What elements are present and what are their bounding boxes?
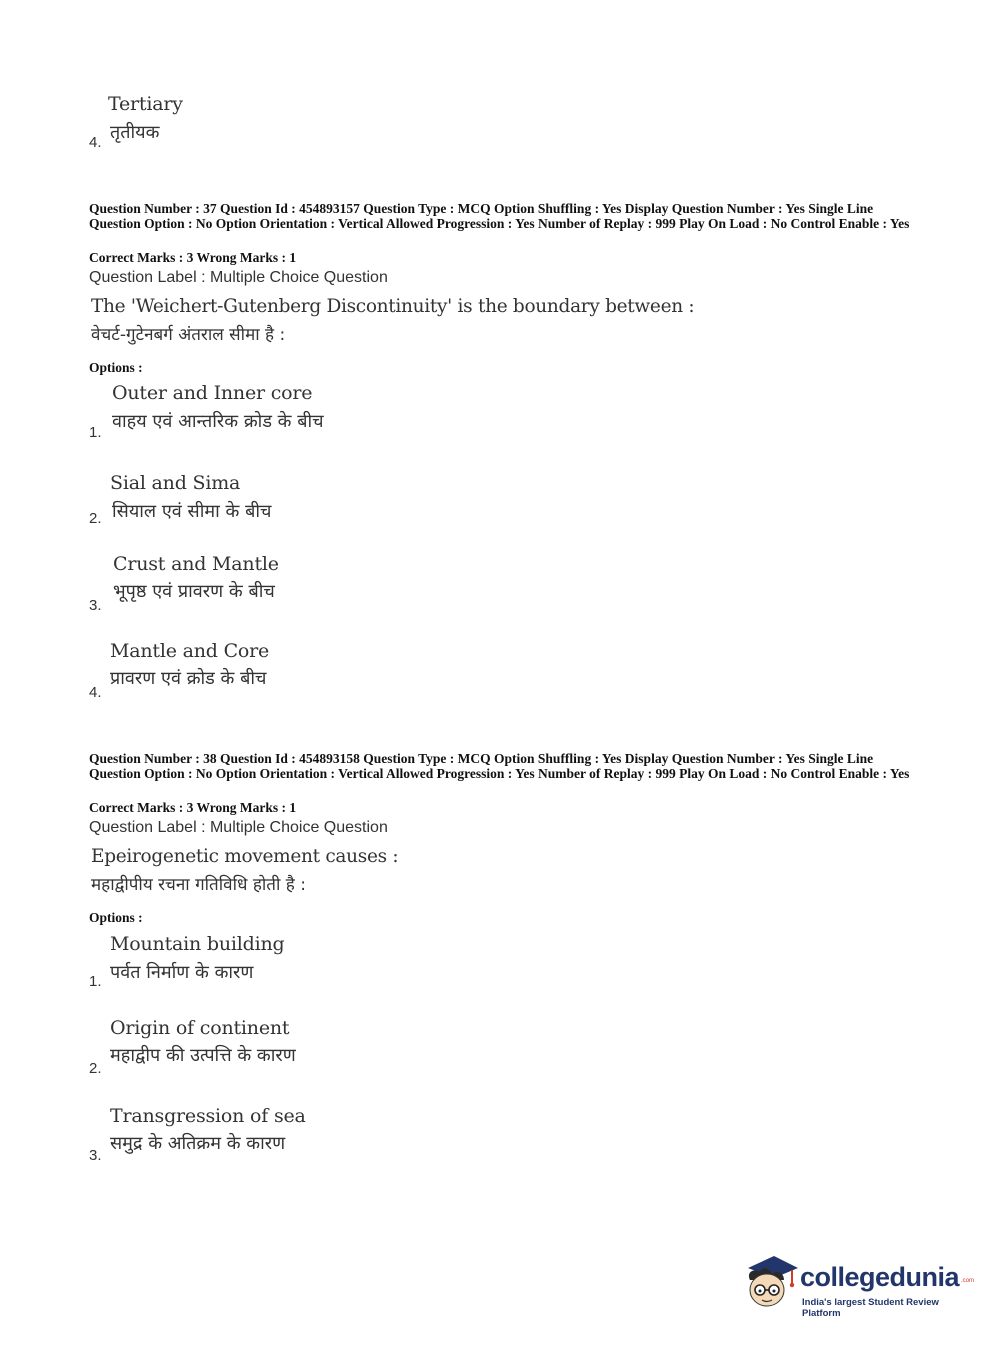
question-meta: Question Number : 38 Question Id : 454893158 Question Type : MCQ Option Shuffling : Yes Display Question Number : Yes Single Line Question Option : No Option Orientation : Vertical Allowed Progression : Yes Number of Replay : 999 Play On Load : No Control Enable : Yes	[89, 751, 910, 781]
option-text-en: Transgression of sea	[110, 1105, 306, 1127]
question-text-en: Epeirogenetic movement causes :	[91, 846, 399, 867]
option-text-hi: वाहय एवं आन्तरिक क्रोड के बीच	[112, 411, 324, 432]
option-number: 4.	[89, 134, 102, 151]
option-text-en: Sial and Sima	[110, 472, 241, 494]
question-meta: Question Number : 37 Question Id : 454893157 Question Type : MCQ Option Shuffling : Yes Display Question Number : Yes Single Line Question Option : No Option Orientation : Vertical Allowed Progression : Yes Number of Replay : 999 Play On Load : No Control Enable : Yes	[89, 201, 910, 231]
option-number: 2.	[89, 510, 102, 527]
option-text-hi: समुद्र के अतिक्रम के कारण	[110, 1133, 286, 1154]
option-text-hi: महाद्वीप की उत्पत्ति के कारण	[110, 1045, 296, 1066]
question-label: Question Label : Multiple Choice Question	[89, 819, 388, 836]
logo-tagline: India's largest Student Review Platform	[802, 1297, 939, 1319]
question-text-hi: महाद्वीपीय रचना गतिविधि होती है :	[91, 875, 306, 895]
option-number: 1.	[89, 424, 102, 441]
option-text-en: Outer and Inner core	[112, 382, 313, 404]
option-text-en: Mantle and Core	[110, 640, 270, 662]
options-heading: Options :	[89, 910, 143, 925]
option-text-en: Tertiary	[108, 93, 183, 115]
question-marks: Correct Marks : 3 Wrong Marks : 1	[89, 800, 297, 815]
option-number: 2.	[89, 1060, 102, 1077]
question-marks: Correct Marks : 3 Wrong Marks : 1	[89, 250, 297, 265]
question-text-en: The 'Weichert-Gutenberg Discontinuity' is the boundary between :	[91, 296, 695, 317]
mascot-icon	[740, 1250, 802, 1314]
option-text-hi: सियाल एवं सीमा के बीच	[112, 501, 272, 522]
question-label: Question Label : Multiple Choice Question	[89, 269, 388, 286]
options-heading: Options :	[89, 360, 143, 375]
option-text-en: Mountain building	[110, 933, 285, 955]
option-number: 4.	[89, 684, 102, 701]
logo-com: .com	[961, 1278, 975, 1284]
option-text-en: Origin of continent	[110, 1017, 290, 1039]
collegedunia-logo[interactable]	[740, 1250, 975, 1320]
question-text-hi: वेचर्ट-गुटेनबर्ग अंतराल सीमा है :	[91, 325, 286, 345]
option-text-hi: तृतीयक	[110, 122, 160, 143]
option-number: 3.	[89, 597, 102, 614]
logo-wordmark: collegedunia	[800, 1262, 960, 1292]
option-number: 1.	[89, 973, 102, 990]
option-text-hi: पर्वत निर्माण के कारण	[110, 962, 254, 983]
option-text-hi: प्रावरण एवं क्रोड के बीच	[110, 668, 267, 689]
option-text-en: Crust and Mantle	[113, 553, 279, 575]
option-text-hi: भूपृष्ठ एवं प्रावरण के बीच	[113, 581, 275, 602]
option-number: 3.	[89, 1147, 102, 1164]
